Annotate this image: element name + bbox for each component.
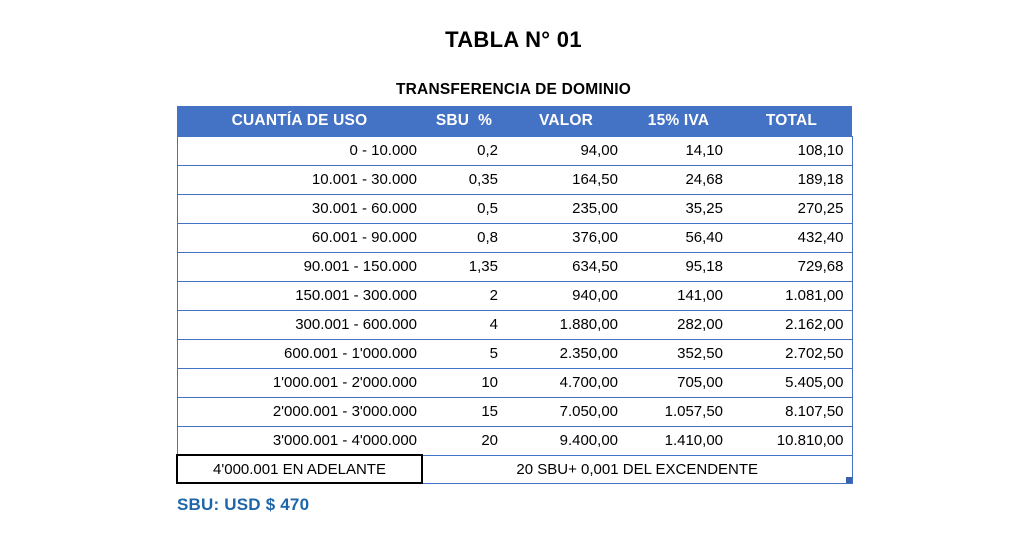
cell-range[interactable]: 10.001 - 30.000 <box>177 165 422 194</box>
table-row <box>177 165 852 194</box>
cell-iva[interactable]: 14,10 <box>626 136 731 165</box>
cell-sbu[interactable]: 0,5 <box>422 194 506 223</box>
cell-sbu[interactable]: 20 <box>422 426 506 455</box>
cell-valor[interactable]: 7.050,00 <box>506 397 626 426</box>
table-row <box>177 194 852 223</box>
table-last-row-group <box>177 455 852 483</box>
cell-valor[interactable]: 235,00 <box>506 194 626 223</box>
cell-total[interactable]: 2.162,00 <box>731 310 852 339</box>
table-last-row <box>177 455 852 483</box>
cell-total[interactable]: 432,40 <box>731 223 852 252</box>
cell-iva[interactable]: 95,18 <box>626 252 731 281</box>
cell-range[interactable]: 600.001 - 1'000.000 <box>177 339 422 368</box>
cell-iva[interactable]: 35,25 <box>626 194 731 223</box>
fill-handle[interactable] <box>845 476 852 483</box>
table-row <box>177 252 852 281</box>
cell-iva[interactable]: 705,00 <box>626 368 731 397</box>
table-body <box>177 136 852 455</box>
cell-total[interactable]: 2.702,50 <box>731 339 852 368</box>
cell-total[interactable]: 729,68 <box>731 252 852 281</box>
table-row <box>177 223 852 252</box>
cell-range[interactable]: 60.001 - 90.000 <box>177 223 422 252</box>
column-header-sbu-pct: SBU % <box>422 106 506 136</box>
cell-range[interactable]: 300.001 - 600.000 <box>177 310 422 339</box>
cell-total[interactable]: 5.405,00 <box>731 368 852 397</box>
table-row <box>177 136 852 165</box>
cell-total[interactable]: 270,25 <box>731 194 852 223</box>
transferencia-dominio-table <box>176 106 853 484</box>
cell-sbu[interactable]: 1,35 <box>422 252 506 281</box>
table-subtitle: TRANSFERENCIA DE DOMINIO <box>395 81 631 98</box>
cell-excess-formula-note[interactable] <box>422 455 852 483</box>
cell-sbu[interactable]: 2 <box>422 281 506 310</box>
cell-sbu[interactable]: 15 <box>422 397 506 426</box>
table-row <box>177 368 852 397</box>
cell-range-en-adelante[interactable]: 4'000.001 EN ADELANTE <box>177 455 422 483</box>
table-row <box>177 281 852 310</box>
cell-iva[interactable]: 56,40 <box>626 223 731 252</box>
cell-iva[interactable]: 24,68 <box>626 165 731 194</box>
cell-valor[interactable]: 376,00 <box>506 223 626 252</box>
sbu-footnote: SBU: USD $ 470 <box>177 495 310 514</box>
column-header-total: TOTAL <box>731 106 852 136</box>
column-header-15-iva: 15% IVA <box>626 106 731 136</box>
cell-total[interactable]: 189,18 <box>731 165 852 194</box>
cell-range[interactable]: 30.001 - 60.000 <box>177 194 422 223</box>
cell-total[interactable]: 1.081,00 <box>731 281 852 310</box>
table-row <box>177 397 852 426</box>
excess-formula-text: 20 SBU+ 0,001 DEL EXCENDENTE <box>516 460 759 478</box>
cell-range[interactable]: 1'000.001 - 2'000.000 <box>177 368 422 397</box>
cell-valor[interactable]: 4.700,00 <box>506 368 626 397</box>
cell-sbu[interactable]: 4 <box>422 310 506 339</box>
cell-range[interactable]: 150.001 - 300.000 <box>177 281 422 310</box>
cell-valor[interactable]: 1.880,00 <box>506 310 626 339</box>
cell-total[interactable]: 10.810,00 <box>731 426 852 455</box>
table-row <box>177 339 852 368</box>
cell-iva[interactable]: 352,50 <box>626 339 731 368</box>
cell-valor[interactable]: 164,50 <box>506 165 626 194</box>
cell-iva[interactable]: 1.410,00 <box>626 426 731 455</box>
header-row <box>177 106 852 136</box>
cell-valor[interactable]: 94,00 <box>506 136 626 165</box>
cell-sbu[interactable]: 5 <box>422 339 506 368</box>
cell-iva[interactable]: 1.057,50 <box>626 397 731 426</box>
cell-sbu[interactable]: 10 <box>422 368 506 397</box>
cell-total[interactable]: 8.107,50 <box>731 397 852 426</box>
cell-iva[interactable]: 282,00 <box>626 310 731 339</box>
page-title: TABLA N° 01 <box>445 27 582 52</box>
table-row <box>177 310 852 339</box>
cell-valor[interactable]: 2.350,00 <box>506 339 626 368</box>
cell-sbu[interactable]: 0,2 <box>422 136 506 165</box>
cell-valor[interactable]: 634,50 <box>506 252 626 281</box>
cell-valor[interactable]: 9.400,00 <box>506 426 626 455</box>
cell-sbu[interactable]: 0,35 <box>422 165 506 194</box>
cell-range[interactable]: 0 - 10.000 <box>177 136 422 165</box>
cell-iva[interactable]: 141,00 <box>626 281 731 310</box>
cell-valor[interactable]: 940,00 <box>506 281 626 310</box>
cell-range[interactable]: 90.001 - 150.000 <box>177 252 422 281</box>
table-header <box>177 106 852 136</box>
column-header-valor: VALOR <box>506 106 626 136</box>
column-header-cuantia-de-uso: CUANTÍA DE USO <box>177 106 422 136</box>
cell-range[interactable]: 3'000.001 - 4'000.000 <box>177 426 422 455</box>
cell-total[interactable]: 108,10 <box>731 136 852 165</box>
table-row <box>177 426 852 455</box>
cell-range[interactable]: 2'000.001 - 3'000.000 <box>177 397 422 426</box>
cell-sbu[interactable]: 0,8 <box>422 223 506 252</box>
